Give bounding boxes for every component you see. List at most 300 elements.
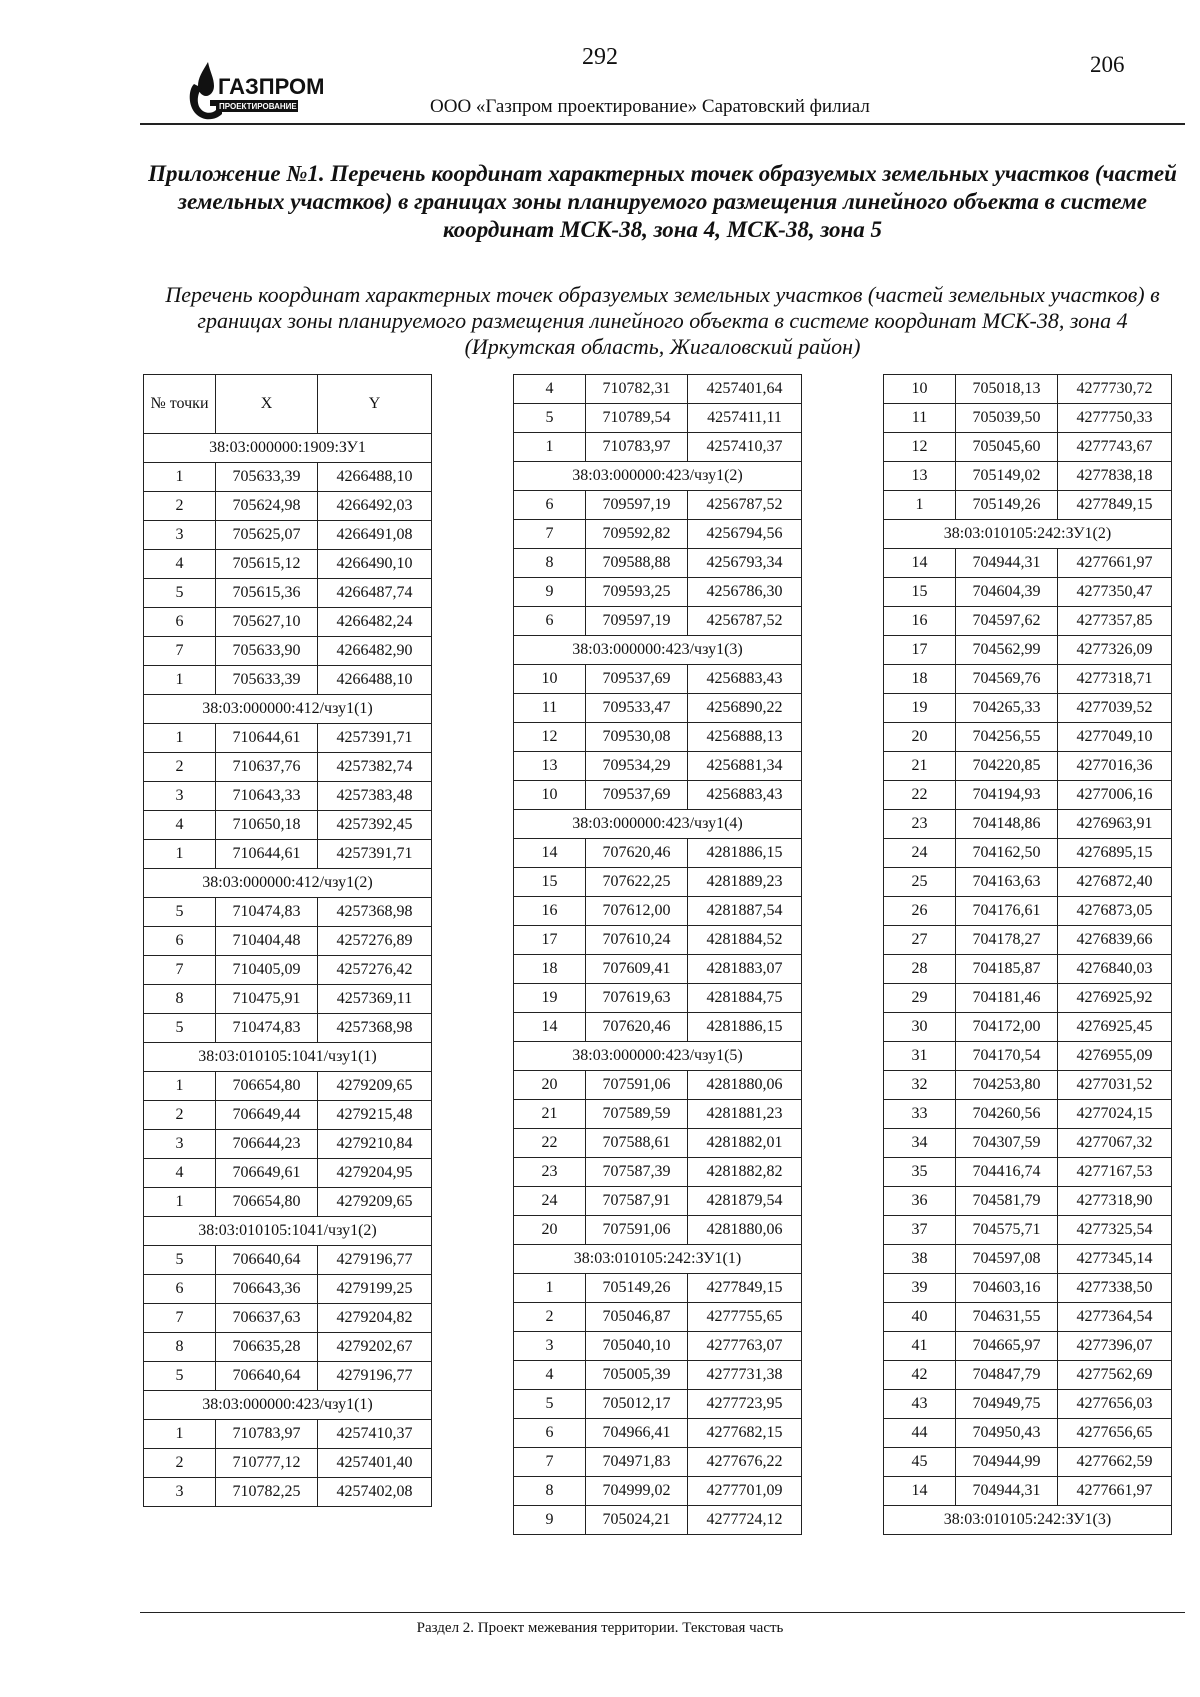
x-coordinate: 710782,31 xyxy=(586,375,688,404)
table-row xyxy=(514,433,802,462)
x-coordinate: 704307,59 xyxy=(956,1129,1058,1158)
y-coordinate: 4266488,10 xyxy=(318,463,432,492)
table-row xyxy=(884,404,1172,433)
table-row xyxy=(514,1477,802,1506)
y-coordinate: 4277396,07 xyxy=(1058,1332,1172,1361)
y-coordinate: 4257383,48 xyxy=(318,782,432,811)
table-row xyxy=(144,666,432,695)
x-coordinate: 704416,74 xyxy=(956,1158,1058,1187)
parcel-cadastral-number: 38:03:000000:412/чзу1(1) xyxy=(144,695,432,724)
point-number: 17 xyxy=(514,926,586,955)
point-number: 1 xyxy=(144,840,216,869)
table-row xyxy=(884,810,1172,839)
x-coordinate: 710783,97 xyxy=(586,433,688,462)
y-coordinate: 4277024,15 xyxy=(1058,1100,1172,1129)
table-row xyxy=(144,1188,432,1217)
table-row xyxy=(884,578,1172,607)
y-coordinate: 4279209,65 xyxy=(318,1072,432,1101)
x-coordinate: 704604,39 xyxy=(956,578,1058,607)
x-coordinate: 706640,64 xyxy=(216,1362,318,1391)
y-coordinate: 4279199,25 xyxy=(318,1275,432,1304)
table-row xyxy=(514,752,802,781)
table-row xyxy=(144,463,432,492)
x-coordinate: 706640,64 xyxy=(216,1246,318,1275)
x-coordinate: 704950,43 xyxy=(956,1419,1058,1448)
y-coordinate: 4281887,54 xyxy=(688,897,802,926)
x-coordinate: 707620,46 xyxy=(586,1013,688,1042)
table-row xyxy=(144,1159,432,1188)
table-row xyxy=(514,1216,802,1245)
point-number: 2 xyxy=(144,492,216,521)
point-number: 4 xyxy=(514,1361,586,1390)
point-number: 1 xyxy=(144,724,216,753)
y-coordinate: 4277016,36 xyxy=(1058,752,1172,781)
parcel-group-row xyxy=(144,869,432,898)
point-number: 3 xyxy=(144,782,216,811)
table-row xyxy=(144,1304,432,1333)
coordinates-table xyxy=(883,374,1172,1535)
page-number: 292 xyxy=(582,44,618,70)
parcel-group-row xyxy=(144,1391,432,1420)
point-number: 6 xyxy=(144,608,216,637)
x-coordinate: 709597,19 xyxy=(586,607,688,636)
coordinates-table-col-2 xyxy=(513,374,802,1535)
table-row xyxy=(144,840,432,869)
point-number: 14 xyxy=(514,839,586,868)
x-coordinate: 710789,54 xyxy=(586,404,688,433)
point-number: 12 xyxy=(514,723,586,752)
table-row xyxy=(884,1332,1172,1361)
table-row xyxy=(884,462,1172,491)
x-coordinate: 710650,18 xyxy=(216,811,318,840)
y-coordinate: 4256793,34 xyxy=(688,549,802,578)
table-row xyxy=(884,1361,1172,1390)
y-coordinate: 4266490,10 xyxy=(318,550,432,579)
document-subtitle: Перечень координат характерных точек образуемых земельных участков (частей земельных участков) в границах зоны планируемого размещения линейного объекта в системе координат МСК-38, зона 4 (Иркутская область, Жигаловский район) xyxy=(165,282,1160,359)
x-coordinate: 707612,00 xyxy=(586,897,688,926)
point-number: 7 xyxy=(514,520,586,549)
x-coordinate: 707620,46 xyxy=(586,839,688,868)
x-coordinate: 710637,76 xyxy=(216,753,318,782)
point-number: 8 xyxy=(514,1477,586,1506)
table-row xyxy=(514,520,802,549)
y-coordinate: 4256888,13 xyxy=(688,723,802,752)
table-row xyxy=(884,1477,1172,1506)
coordinates-table xyxy=(143,374,432,1507)
table-row xyxy=(514,897,802,926)
point-number: 2 xyxy=(144,753,216,782)
y-coordinate: 4257391,71 xyxy=(318,724,432,753)
x-coordinate: 706654,80 xyxy=(216,1072,318,1101)
y-coordinate: 4276955,09 xyxy=(1058,1042,1172,1071)
coordinates-table-col-1 xyxy=(143,374,432,1507)
y-coordinate: 4257369,11 xyxy=(318,985,432,1014)
point-number: 16 xyxy=(884,607,956,636)
y-coordinate: 4279196,77 xyxy=(318,1362,432,1391)
table-row xyxy=(884,752,1172,781)
y-coordinate: 4257402,08 xyxy=(318,1478,432,1507)
x-coordinate: 705045,60 xyxy=(956,433,1058,462)
page-footer: Раздел 2. Проект межевания территории. Текстовая часть xyxy=(416,1620,784,1636)
y-coordinate: 4277755,65 xyxy=(688,1303,802,1332)
x-coordinate: 704181,46 xyxy=(956,984,1058,1013)
table-row xyxy=(884,636,1172,665)
point-number: 10 xyxy=(884,375,956,404)
point-number: 14 xyxy=(884,1477,956,1506)
y-coordinate: 4266487,74 xyxy=(318,579,432,608)
y-coordinate: 4277730,72 xyxy=(1058,375,1172,404)
y-coordinate: 4277350,47 xyxy=(1058,578,1172,607)
point-number: 7 xyxy=(144,637,216,666)
y-coordinate: 4277049,10 xyxy=(1058,723,1172,752)
table-row xyxy=(514,984,802,1013)
point-number: 3 xyxy=(144,521,216,550)
x-coordinate: 709533,47 xyxy=(586,694,688,723)
parcel-cadastral-number: 38:03:000000:423/чзу1(2) xyxy=(514,462,802,491)
column-header: X xyxy=(216,375,318,434)
point-number: 9 xyxy=(514,1506,586,1535)
table-row xyxy=(884,723,1172,752)
table-row xyxy=(884,375,1172,404)
x-coordinate: 705024,21 xyxy=(586,1506,688,1535)
table-row xyxy=(144,579,432,608)
x-coordinate: 705018,13 xyxy=(956,375,1058,404)
point-number: 1 xyxy=(514,433,586,462)
y-coordinate: 4277345,14 xyxy=(1058,1245,1172,1274)
table-row xyxy=(514,955,802,984)
coordinates-table xyxy=(513,374,802,1535)
table-row xyxy=(144,724,432,753)
table-row xyxy=(884,1448,1172,1477)
y-coordinate: 4276872,40 xyxy=(1058,868,1172,897)
y-coordinate: 4256794,56 xyxy=(688,520,802,549)
y-coordinate: 4279210,84 xyxy=(318,1130,432,1159)
x-coordinate: 707588,61 xyxy=(586,1129,688,1158)
x-coordinate: 705633,39 xyxy=(216,463,318,492)
x-coordinate: 706649,44 xyxy=(216,1101,318,1130)
table-row xyxy=(144,1014,432,1043)
x-coordinate: 707591,06 xyxy=(586,1216,688,1245)
x-coordinate: 707619,63 xyxy=(586,984,688,1013)
point-number: 5 xyxy=(144,1246,216,1275)
x-coordinate: 704581,79 xyxy=(956,1187,1058,1216)
point-number: 2 xyxy=(514,1303,586,1332)
x-coordinate: 704178,27 xyxy=(956,926,1058,955)
y-coordinate: 4277325,54 xyxy=(1058,1216,1172,1245)
table-row xyxy=(144,1478,432,1507)
x-coordinate: 709537,69 xyxy=(586,665,688,694)
parcel-cadastral-number: 38:03:000000:423/чзу1(5) xyxy=(514,1042,802,1071)
y-coordinate: 4281879,54 xyxy=(688,1187,802,1216)
x-coordinate: 709592,82 xyxy=(586,520,688,549)
x-coordinate: 704949,75 xyxy=(956,1390,1058,1419)
document-title: Приложение №1. Перечень координат характерных точек образуемых земельных участков (частей земельных участков) в границах зоны планируемого размещения линейного объекта в системе координат МСК-38, зона 4, МСК-38, зона 5 xyxy=(148,161,1177,242)
y-coordinate: 4279202,67 xyxy=(318,1333,432,1362)
y-coordinate: 4277338,50 xyxy=(1058,1274,1172,1303)
x-coordinate: 705040,10 xyxy=(586,1332,688,1361)
x-coordinate: 707587,91 xyxy=(586,1187,688,1216)
x-coordinate: 705149,26 xyxy=(586,1274,688,1303)
x-coordinate: 704971,83 xyxy=(586,1448,688,1477)
table-row xyxy=(884,1419,1172,1448)
x-coordinate: 709593,25 xyxy=(586,578,688,607)
table-row xyxy=(144,492,432,521)
y-coordinate: 4277849,15 xyxy=(1058,491,1172,520)
parcel-group-row xyxy=(144,1217,432,1246)
point-number: 14 xyxy=(514,1013,586,1042)
y-coordinate: 4276925,92 xyxy=(1058,984,1172,1013)
y-coordinate: 4279204,82 xyxy=(318,1304,432,1333)
parcel-cadastral-number: 38:03:000000:423/чзу1(4) xyxy=(514,810,802,839)
x-coordinate: 707589,59 xyxy=(586,1100,688,1129)
point-number: 42 xyxy=(884,1361,956,1390)
point-number: 1 xyxy=(514,1274,586,1303)
table-row xyxy=(884,955,1172,984)
table-row xyxy=(514,665,802,694)
y-coordinate: 4277357,85 xyxy=(1058,607,1172,636)
point-number: 6 xyxy=(514,491,586,520)
x-coordinate: 710405,09 xyxy=(216,956,318,985)
y-coordinate: 4277661,97 xyxy=(1058,549,1172,578)
y-coordinate: 4257410,37 xyxy=(318,1420,432,1449)
table-row xyxy=(144,1246,432,1275)
point-number: 4 xyxy=(144,811,216,840)
point-number: 5 xyxy=(144,1014,216,1043)
y-coordinate: 4281880,06 xyxy=(688,1071,802,1100)
x-coordinate: 709537,69 xyxy=(586,781,688,810)
y-coordinate: 4277676,22 xyxy=(688,1448,802,1477)
point-number: 34 xyxy=(884,1129,956,1158)
table-row xyxy=(514,781,802,810)
table-row xyxy=(514,1274,802,1303)
point-number: 4 xyxy=(514,375,586,404)
y-coordinate: 4257276,42 xyxy=(318,956,432,985)
x-coordinate: 704597,08 xyxy=(956,1245,1058,1274)
table-row xyxy=(144,927,432,956)
parcel-group-row xyxy=(884,1506,1172,1535)
x-coordinate: 706635,28 xyxy=(216,1333,318,1362)
x-coordinate: 706649,61 xyxy=(216,1159,318,1188)
point-number: 3 xyxy=(514,1332,586,1361)
table-row xyxy=(514,1187,802,1216)
x-coordinate: 705624,98 xyxy=(216,492,318,521)
point-number: 5 xyxy=(144,1362,216,1391)
y-coordinate: 4256881,34 xyxy=(688,752,802,781)
point-number: 7 xyxy=(514,1448,586,1477)
point-number: 15 xyxy=(884,578,956,607)
x-coordinate: 704631,55 xyxy=(956,1303,1058,1332)
table-row xyxy=(144,782,432,811)
x-coordinate: 709534,29 xyxy=(586,752,688,781)
x-coordinate: 707591,06 xyxy=(586,1071,688,1100)
x-coordinate: 704170,54 xyxy=(956,1042,1058,1071)
parcel-group-row xyxy=(144,695,432,724)
organization-name: ООО «Газпром проектирование» Саратовский филиал xyxy=(430,96,870,117)
x-coordinate: 707609,41 xyxy=(586,955,688,984)
y-coordinate: 4277318,71 xyxy=(1058,665,1172,694)
parcel-group-row xyxy=(144,434,432,463)
table-row xyxy=(514,839,802,868)
y-coordinate: 4281884,52 xyxy=(688,926,802,955)
parcel-group-row xyxy=(514,636,802,665)
y-coordinate: 4266482,90 xyxy=(318,637,432,666)
point-number: 18 xyxy=(884,665,956,694)
x-coordinate: 706654,80 xyxy=(216,1188,318,1217)
point-number: 19 xyxy=(884,694,956,723)
table-row xyxy=(884,694,1172,723)
table-row xyxy=(884,549,1172,578)
table-row xyxy=(514,1071,802,1100)
y-coordinate: 4257401,64 xyxy=(688,375,802,404)
table-row xyxy=(144,956,432,985)
table-row xyxy=(144,1362,432,1391)
y-coordinate: 4266491,08 xyxy=(318,521,432,550)
y-coordinate: 4277006,16 xyxy=(1058,781,1172,810)
point-number: 2 xyxy=(144,1101,216,1130)
y-coordinate: 4276840,03 xyxy=(1058,955,1172,984)
x-coordinate: 705149,02 xyxy=(956,462,1058,491)
x-coordinate: 704256,55 xyxy=(956,723,1058,752)
point-number: 5 xyxy=(514,404,586,433)
x-coordinate: 710643,33 xyxy=(216,782,318,811)
table-row xyxy=(144,1420,432,1449)
x-coordinate: 705039,50 xyxy=(956,404,1058,433)
point-number: 22 xyxy=(514,1129,586,1158)
parcel-group-row xyxy=(514,810,802,839)
point-number: 33 xyxy=(884,1100,956,1129)
point-number: 20 xyxy=(884,723,956,752)
x-coordinate: 706637,63 xyxy=(216,1304,318,1333)
y-coordinate: 4256883,43 xyxy=(688,781,802,810)
table-row xyxy=(884,868,1172,897)
table-row xyxy=(884,491,1172,520)
x-coordinate: 704260,56 xyxy=(956,1100,1058,1129)
point-number: 37 xyxy=(884,1216,956,1245)
parcel-cadastral-number: 38:03:000000:423/чзу1(3) xyxy=(514,636,802,665)
y-coordinate: 4256786,30 xyxy=(688,578,802,607)
x-coordinate: 705633,90 xyxy=(216,637,318,666)
table-row xyxy=(884,1100,1172,1129)
logo-text: ГАЗПРОМ xyxy=(218,74,325,99)
gazprom-logo xyxy=(186,58,325,124)
point-number: 20 xyxy=(514,1216,586,1245)
x-coordinate: 705615,36 xyxy=(216,579,318,608)
y-coordinate: 4257401,40 xyxy=(318,1449,432,1478)
y-coordinate: 4277838,18 xyxy=(1058,462,1172,491)
column-header: № точки xyxy=(144,375,216,434)
point-number: 32 xyxy=(884,1071,956,1100)
point-number: 45 xyxy=(884,1448,956,1477)
point-number: 30 xyxy=(884,1013,956,1042)
point-number: 5 xyxy=(514,1390,586,1419)
x-coordinate: 704944,99 xyxy=(956,1448,1058,1477)
point-number: 13 xyxy=(884,462,956,491)
x-coordinate: 710474,83 xyxy=(216,1014,318,1043)
table-row xyxy=(144,1449,432,1478)
y-coordinate: 4277849,15 xyxy=(688,1274,802,1303)
y-coordinate: 4281881,23 xyxy=(688,1100,802,1129)
parcel-group-row xyxy=(514,462,802,491)
point-number: 23 xyxy=(514,1158,586,1187)
x-coordinate: 705627,10 xyxy=(216,608,318,637)
y-coordinate: 4277167,53 xyxy=(1058,1158,1172,1187)
point-number: 29 xyxy=(884,984,956,1013)
y-coordinate: 4277067,32 xyxy=(1058,1129,1172,1158)
y-coordinate: 4277682,15 xyxy=(688,1419,802,1448)
point-number: 1 xyxy=(144,1072,216,1101)
x-coordinate: 710644,61 xyxy=(216,840,318,869)
y-coordinate: 4277318,90 xyxy=(1058,1187,1172,1216)
table-row xyxy=(144,521,432,550)
table-row xyxy=(514,375,802,404)
y-coordinate: 4281882,82 xyxy=(688,1158,802,1187)
x-coordinate: 705149,26 xyxy=(956,491,1058,520)
y-coordinate: 4277701,09 xyxy=(688,1477,802,1506)
y-coordinate: 4266488,10 xyxy=(318,666,432,695)
point-number: 14 xyxy=(884,549,956,578)
y-coordinate: 4279196,77 xyxy=(318,1246,432,1275)
table-row xyxy=(514,491,802,520)
parcel-cadastral-number: 38:03:010105:242:ЗУ1(2) xyxy=(884,520,1172,549)
x-coordinate: 709530,08 xyxy=(586,723,688,752)
point-number: 7 xyxy=(144,1304,216,1333)
y-coordinate: 4276895,15 xyxy=(1058,839,1172,868)
table-row xyxy=(144,608,432,637)
point-number: 1 xyxy=(144,1188,216,1217)
x-coordinate: 705046,87 xyxy=(586,1303,688,1332)
point-number: 39 xyxy=(884,1274,956,1303)
point-number: 11 xyxy=(884,404,956,433)
x-coordinate: 705615,12 xyxy=(216,550,318,579)
parcel-group-row xyxy=(514,1042,802,1071)
table-row xyxy=(884,433,1172,462)
x-coordinate: 706644,23 xyxy=(216,1130,318,1159)
x-coordinate: 707610,24 xyxy=(586,926,688,955)
parcel-cadastral-number: 38:03:010105:242:ЗУ1(1) xyxy=(514,1245,802,1274)
x-coordinate: 710474,83 xyxy=(216,898,318,927)
x-coordinate: 705633,39 xyxy=(216,666,318,695)
point-number: 2 xyxy=(144,1449,216,1478)
x-coordinate: 704176,61 xyxy=(956,897,1058,926)
y-coordinate: 4277656,03 xyxy=(1058,1390,1172,1419)
point-number: 10 xyxy=(514,665,586,694)
point-number: 23 xyxy=(884,810,956,839)
y-coordinate: 4276873,05 xyxy=(1058,897,1172,926)
table-row xyxy=(884,1129,1172,1158)
point-number: 35 xyxy=(884,1158,956,1187)
point-number: 22 xyxy=(884,781,956,810)
table-row xyxy=(884,1013,1172,1042)
x-coordinate: 710777,12 xyxy=(216,1449,318,1478)
table-row xyxy=(884,781,1172,810)
point-number: 5 xyxy=(144,579,216,608)
x-coordinate: 709597,19 xyxy=(586,491,688,520)
point-number: 19 xyxy=(514,984,586,1013)
x-coordinate: 704253,80 xyxy=(956,1071,1058,1100)
table-row xyxy=(144,1333,432,1362)
y-coordinate: 4257368,98 xyxy=(318,1014,432,1043)
x-coordinate: 705005,39 xyxy=(586,1361,688,1390)
table-row xyxy=(884,665,1172,694)
y-coordinate: 4281883,07 xyxy=(688,955,802,984)
parcel-cadastral-number: 38:03:000000:412/чзу1(2) xyxy=(144,869,432,898)
point-number: 7 xyxy=(144,956,216,985)
y-coordinate: 4277743,67 xyxy=(1058,433,1172,462)
x-coordinate: 704220,85 xyxy=(956,752,1058,781)
point-number: 24 xyxy=(884,839,956,868)
point-number: 3 xyxy=(144,1130,216,1159)
x-coordinate: 704597,62 xyxy=(956,607,1058,636)
